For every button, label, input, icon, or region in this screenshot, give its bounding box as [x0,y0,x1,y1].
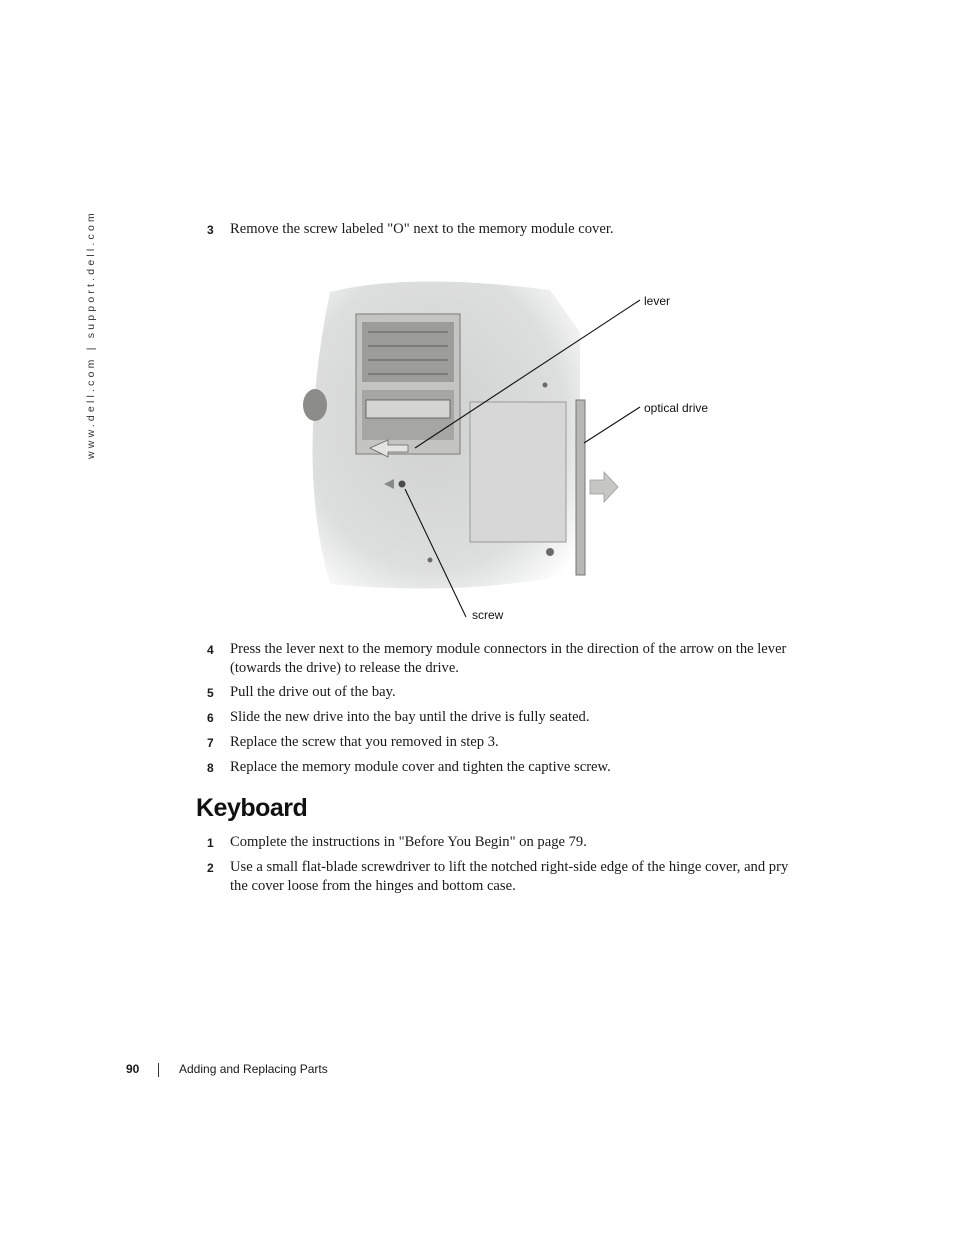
step-number: 4 [207,643,214,657]
keyboard-step-1 [207,833,807,852]
optical-drive-callout-line [584,407,640,443]
step-text: Use a small flat-blade screwdriver to lift the notched right-side edge of the hinge cover, and pry the cover loose from the hinges and bottom case. [230,859,789,894]
step-4 [207,640,807,678]
step-6 [207,708,807,727]
step-5 [207,683,807,702]
side-url: www.dell.com | support.dell.com [85,210,97,459]
screw-shape [399,481,406,488]
keyboard-step-2 [207,858,807,896]
page-number: 90 [126,1062,140,1076]
step-text: Pull the drive out of the bay. [230,684,396,700]
step-text: Slide the new drive into the bay until the drive is fully seated. [230,709,590,725]
screw-callout: screw [472,608,504,622]
step-text: Press the lever next to the memory module connectors in the direction of the arrow on the lever (towards the drive) to release the drive. [230,641,787,676]
step-number: 7 [207,736,214,750]
step-number: 3 [207,223,214,237]
step-text: Replace the screw that you removed in step 3. [230,734,499,750]
lever-callout: lever [644,294,671,308]
drive-arrow-shape [590,472,618,502]
step-number: 8 [207,761,214,775]
footer-divider [158,1063,159,1077]
section-heading: Keyboard [196,794,308,822]
step-8 [207,758,807,777]
latch-shape [303,389,327,421]
optical-drive-shape [576,400,585,575]
step-number: 2 [207,861,214,875]
step-text: Replace the memory module cover and tighten the captive screw. [230,759,611,775]
laptop-bottom-illustration [290,262,750,632]
step-text: Remove the screw labeled "O" next to the memory module cover. [230,221,614,237]
step-text: Complete the instructions in "Before You Begin" on page 79. [230,834,587,850]
step-3 [207,220,807,239]
drive-panel-shape [470,402,566,542]
optical-drive-figure [290,262,750,632]
optical-drive-callout: optical drive [644,401,709,415]
step-number: 6 [207,711,214,725]
step-number: 1 [207,836,214,850]
memory-module-upper [362,322,454,382]
step-7 [207,733,807,752]
chapter-title: Adding and Replacing Parts [179,1062,328,1076]
step-number: 5 [207,686,214,700]
